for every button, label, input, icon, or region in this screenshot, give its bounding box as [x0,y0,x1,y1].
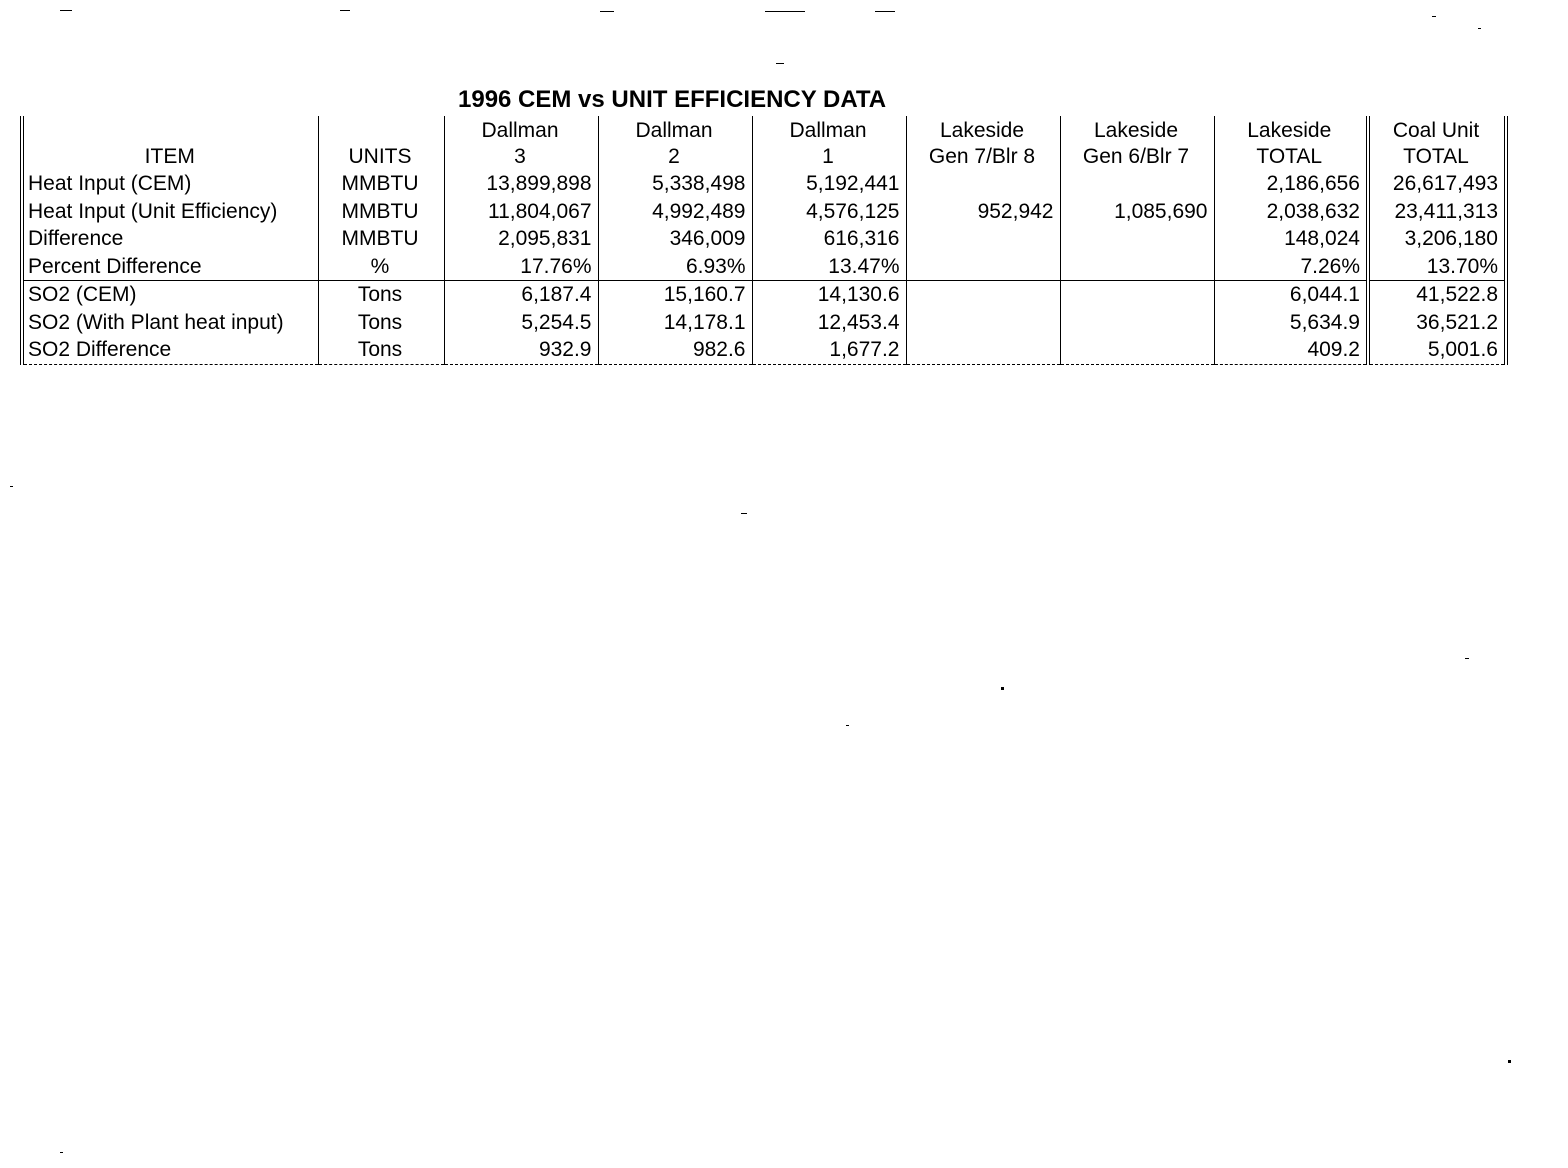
column-header-lakeside-gen7: Lakeside Gen 7/Blr 8 [906,116,1060,170]
cell-lakeside-total: 409.2 [1214,336,1368,364]
table-row [22,253,1506,281]
cell-lakeside-gen7 [906,253,1060,281]
cell-dallman-2: 6.93% [598,253,752,281]
cell-lakeside-gen6 [1060,336,1214,364]
cell-dallman-1: 616,316 [752,225,906,253]
cell-lakeside-total: 2,186,656 [1214,170,1368,198]
scan-speck [10,486,13,487]
table-row [22,170,1506,198]
cell-dallman-3: 932.9 [444,336,598,364]
cell-coal-unit-total: 5,001.6 [1368,336,1506,364]
cell-dallman-2: 15,160.7 [598,281,752,309]
row-units: MMBTU [318,170,444,198]
row-item: SO2 Difference [22,336,318,364]
cell-lakeside-gen7 [906,309,1060,337]
scan-speck [741,513,747,514]
cell-lakeside-gen6 [1060,253,1214,281]
cell-dallman-3: 13,899,898 [444,170,598,198]
table-row [22,281,1506,309]
cell-lakeside-gen7 [906,225,1060,253]
cell-dallman-2: 4,992,489 [598,198,752,226]
cell-dallman-3: 17.76% [444,253,598,281]
cell-lakeside-gen7 [906,170,1060,198]
table-row [22,225,1506,253]
column-header-dallman-2: Dallman 2 [598,116,752,170]
cell-lakeside-gen6 [1060,309,1214,337]
row-item: SO2 (With Plant heat input) [22,309,318,337]
scan-speck [846,725,849,726]
cell-lakeside-gen7 [906,281,1060,309]
table-row [22,309,1506,337]
row-item: SO2 (CEM) [22,281,318,309]
cell-coal-unit-total: 13.70% [1368,253,1506,281]
scan-speck [340,10,350,11]
table-header-row [22,116,1506,170]
efficiency-data-table [20,116,1508,365]
cell-lakeside-gen6 [1060,281,1214,309]
row-item: Heat Input (Unit Efficiency) [22,198,318,226]
scan-speck [60,10,72,11]
row-item: Heat Input (CEM) [22,170,318,198]
cell-coal-unit-total: 36,521.2 [1368,309,1506,337]
cell-coal-unit-total: 3,206,180 [1368,225,1506,253]
cell-lakeside-total: 5,634.9 [1214,309,1368,337]
row-item: Difference [22,225,318,253]
cell-dallman-2: 346,009 [598,225,752,253]
cell-lakeside-gen7 [906,336,1060,364]
cell-dallman-3: 5,254.5 [444,309,598,337]
column-header-coal-unit-total: Coal Unit TOTAL [1368,116,1506,170]
scan-speck [1465,658,1469,659]
cell-dallman-2: 982.6 [598,336,752,364]
scan-speck [1001,687,1004,690]
row-item: Percent Difference [22,253,318,281]
column-header-item: ITEM [22,116,318,170]
scan-speck [776,63,784,64]
row-units: Tons [318,281,444,309]
cell-coal-unit-total: 23,411,313 [1368,198,1506,226]
cell-dallman-3: 2,095,831 [444,225,598,253]
column-header-lakeside-gen6: Lakeside Gen 6/Blr 7 [1060,116,1214,170]
cell-dallman-1: 4,576,125 [752,198,906,226]
cell-dallman-1: 13.47% [752,253,906,281]
row-units: MMBTU [318,225,444,253]
row-units: Tons [318,336,444,364]
table-row [22,198,1506,226]
row-units: MMBTU [318,198,444,226]
column-header-units: UNITS [318,116,444,170]
cell-lakeside-total: 6,044.1 [1214,281,1368,309]
cell-dallman-1: 1,677.2 [752,336,906,364]
scan-speck [765,11,805,12]
cell-dallman-1: 5,192,441 [752,170,906,198]
cell-dallman-2: 5,338,498 [598,170,752,198]
column-header-lakeside-total: Lakeside TOTAL [1214,116,1368,170]
cell-lakeside-total: 7.26% [1214,253,1368,281]
cell-lakeside-total: 2,038,632 [1214,198,1368,226]
cell-dallman-1: 14,130.6 [752,281,906,309]
page-title: 1996 CEM vs UNIT EFFICIENCY DATA [458,86,887,113]
row-units: % [318,253,444,281]
cell-dallman-3: 6,187.4 [444,281,598,309]
cell-lakeside-gen6: 1,085,690 [1060,198,1214,226]
cell-lakeside-total: 148,024 [1214,225,1368,253]
cell-dallman-2: 14,178.1 [598,309,752,337]
scan-speck [1432,16,1436,17]
column-header-dallman-1: Dallman 1 [752,116,906,170]
scan-speck [60,1152,63,1153]
scan-speck [1478,28,1481,29]
row-units: Tons [318,309,444,337]
cell-lakeside-gen6 [1060,225,1214,253]
table-row [22,336,1506,364]
cell-coal-unit-total: 41,522.8 [1368,281,1506,309]
scan-speck [875,11,895,12]
cell-coal-unit-total: 26,617,493 [1368,170,1506,198]
cell-lakeside-gen6 [1060,170,1214,198]
cell-dallman-1: 12,453.4 [752,309,906,337]
column-header-dallman-3: Dallman 3 [444,116,598,170]
cell-lakeside-gen7: 952,942 [906,198,1060,226]
scan-speck [600,11,614,12]
cell-dallman-3: 11,804,067 [444,198,598,226]
scan-speck [1508,1060,1511,1063]
